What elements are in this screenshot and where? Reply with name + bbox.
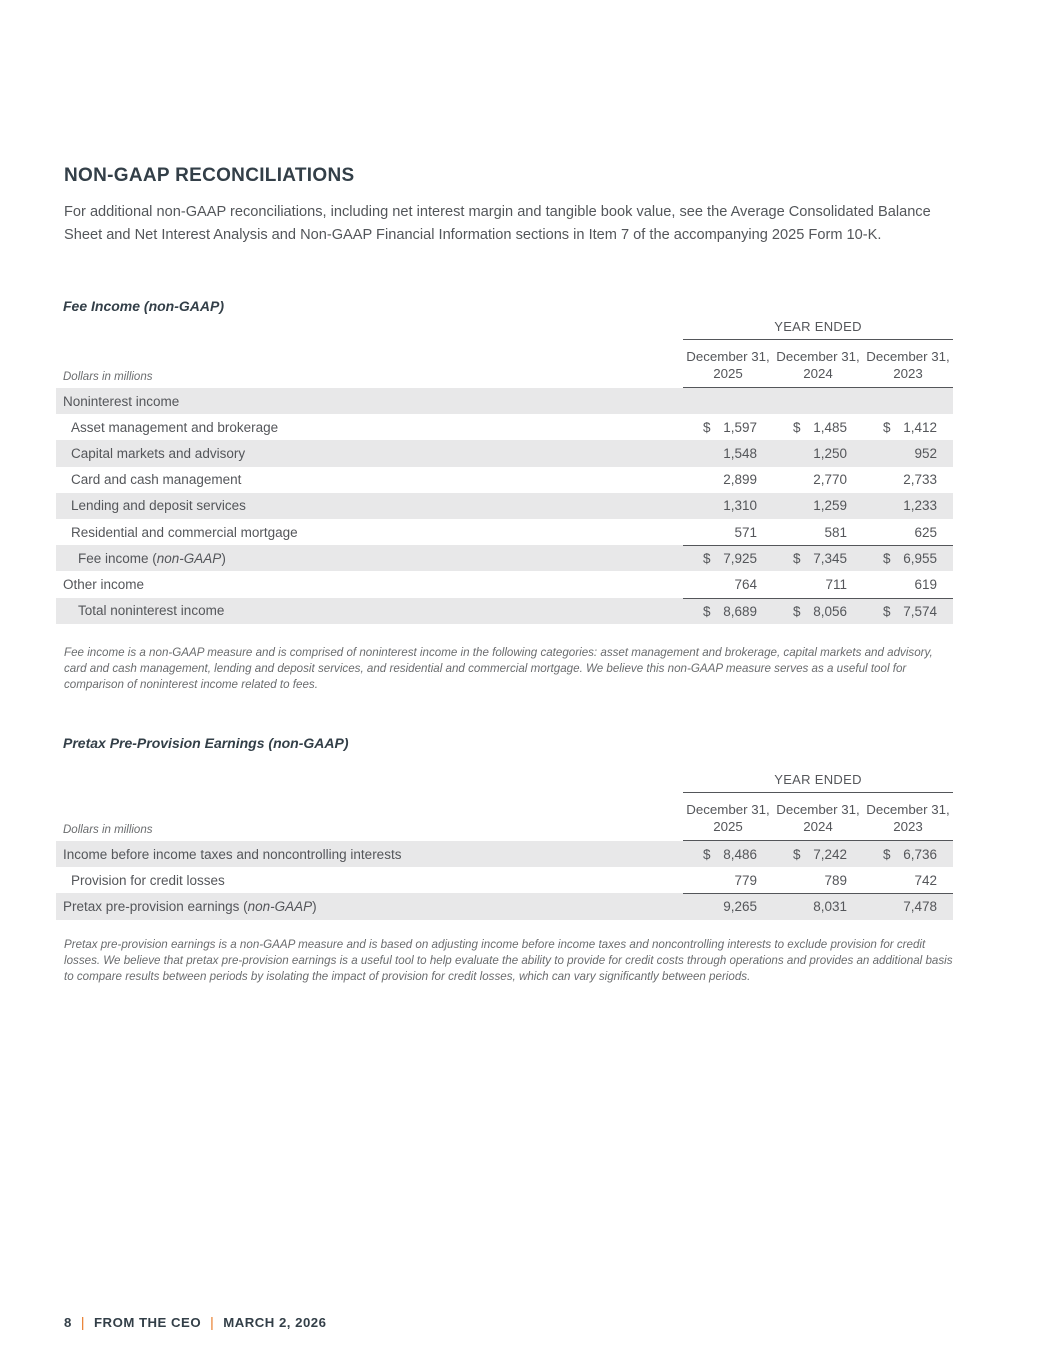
row-values xyxy=(683,867,953,893)
cell-value: 2,899 xyxy=(723,472,757,488)
currency-symbol: $ xyxy=(793,846,801,862)
cell-value: 1,485 xyxy=(813,419,847,435)
cell-value: 711 xyxy=(825,576,847,592)
table-row-total xyxy=(56,893,953,919)
cell-value: 7,925 xyxy=(723,551,757,567)
value-cell xyxy=(773,894,863,919)
row-label-text: Pretax pre-provision earnings ( xyxy=(63,898,248,914)
column-header-2025 xyxy=(683,801,773,835)
cell-value: 1,310 xyxy=(723,498,757,514)
row-label: Asset management and brokerage xyxy=(71,419,279,435)
row-values xyxy=(683,388,953,414)
value-cell xyxy=(683,414,773,440)
value-cell xyxy=(683,894,773,919)
row-values xyxy=(683,841,953,867)
table-row-total xyxy=(56,598,953,624)
row-label: Lending and deposit services xyxy=(71,498,246,514)
intro-paragraph: For additional non-GAAP reconciliations, including net interest margin and tangible book value, see the Average Consolidated Balance Sheet and Net Interest Analysis and Non-GAAP Financial Information sections in Item 7 of the accompanying 2025 Form 10-K. xyxy=(64,204,931,243)
row-label: Card and cash management xyxy=(71,472,242,488)
column-header-line2: 2025 xyxy=(713,366,743,381)
year-ended-label: YEAR ENDED xyxy=(683,772,953,793)
row-label: Capital markets and advisory xyxy=(71,445,246,461)
fee-income-table-body xyxy=(56,388,953,624)
value-cell xyxy=(683,571,773,597)
column-header-line2: 2024 xyxy=(803,366,833,381)
cell-value: 7,574 xyxy=(903,603,937,619)
cell-value: 6,736 xyxy=(903,846,937,862)
cell-value: 2,733 xyxy=(903,472,937,488)
cell-value: 8,056 xyxy=(813,603,847,619)
currency-symbol: $ xyxy=(793,551,801,567)
table-row xyxy=(56,841,953,867)
value-cell xyxy=(863,571,953,597)
fee-income-table-title: Fee Income (non-GAAP) xyxy=(63,298,225,314)
units-label: Dollars in millions xyxy=(63,824,153,836)
currency-symbol: $ xyxy=(703,603,711,619)
cell-value: 8,031 xyxy=(813,899,847,915)
value-cell xyxy=(863,546,953,571)
table-row xyxy=(56,571,953,597)
currency-symbol: $ xyxy=(793,419,801,435)
fee-income-footnote: Fee income is a non-GAAP measure and is comprised of noninterest income in the following categories: asset management and brokerage, capital markets and advisory, card and cash management, lending and deposit services, and residential and commercial mortgage. We believe this non-GAAP measure serves as a useful tool for comparison of noninterest income related to fees. xyxy=(64,646,933,691)
units-label: Dollars in millions xyxy=(63,371,153,383)
value-cell xyxy=(773,440,863,466)
pretax-earnings-table-body xyxy=(56,841,953,920)
value-cell xyxy=(683,519,773,545)
year-ended-group xyxy=(683,319,953,388)
value-cell xyxy=(863,894,953,919)
value-cell xyxy=(863,599,953,624)
cell-value: 952 xyxy=(914,445,937,461)
cell-value: 8,486 xyxy=(723,846,757,862)
cell-value: 789 xyxy=(824,872,847,888)
column-header-2025 xyxy=(683,348,773,382)
row-label: Total noninterest income xyxy=(78,603,225,619)
cell-value: 9,265 xyxy=(723,899,757,915)
row-label: Provision for credit losses xyxy=(71,872,225,888)
column-header-line1: December 31, xyxy=(686,802,770,817)
footer-separator: | xyxy=(210,1314,215,1330)
cell-value: 7,478 xyxy=(903,899,937,915)
column-header-line2: 2023 xyxy=(893,819,923,834)
row-values xyxy=(683,571,953,597)
value-cell xyxy=(773,546,863,571)
table-row xyxy=(56,440,953,466)
row-values xyxy=(683,414,953,440)
value-cell xyxy=(683,467,773,493)
year-ended-label: YEAR ENDED xyxy=(683,319,953,340)
row-label xyxy=(56,893,683,919)
value-cell xyxy=(773,841,863,867)
pretax-earnings-footnote: Pretax pre-provision earnings is a non-GAAP measure and is based on adjusting income before income taxes and noncontrolling interests to exclude provision for credit losses. We believe that pretax pre-provision earnings is a useful tool to help evaluate the ability to provide for credit costs through operations and provides an additional basis to compare results between periods by isolating the impact of provision for credit losses, which can vary significantly between periods. xyxy=(64,938,953,983)
page-number: 8 xyxy=(64,1314,72,1330)
row-values xyxy=(683,545,953,571)
row-values xyxy=(683,493,953,519)
column-header-line1: December 31, xyxy=(776,349,860,364)
value-cell xyxy=(863,519,953,545)
row-label: Residential and commercial mortgage xyxy=(71,524,298,540)
row-values xyxy=(683,440,953,466)
fee-income-table xyxy=(56,298,953,624)
column-header-2024 xyxy=(773,801,863,835)
value-cell xyxy=(773,519,863,545)
cell-value: 7,345 xyxy=(813,551,847,567)
pretax-earnings-table-title: Pretax Pre-Provision Earnings (non-GAAP) xyxy=(63,735,349,751)
value-cell xyxy=(683,493,773,519)
cell-value: 1,597 xyxy=(723,419,757,435)
value-cell xyxy=(773,414,863,440)
value-cell xyxy=(773,493,863,519)
value-cell xyxy=(683,867,773,893)
value-cell xyxy=(773,599,863,624)
value-cell xyxy=(683,388,773,414)
value-cell xyxy=(863,388,953,414)
column-header-2023 xyxy=(863,801,953,835)
row-label: Other income xyxy=(63,576,145,592)
column-header-line2: 2025 xyxy=(713,819,743,834)
cell-value: 1,259 xyxy=(813,498,847,514)
cell-value: 571 xyxy=(734,524,757,540)
table-row xyxy=(56,493,953,519)
value-cell xyxy=(863,467,953,493)
footer-section-label: FROM THE CEO xyxy=(93,1314,202,1330)
cell-value: 7,242 xyxy=(813,846,847,862)
value-cell xyxy=(683,841,773,867)
value-cell xyxy=(863,440,953,466)
table-row xyxy=(56,867,953,893)
currency-symbol: $ xyxy=(703,846,711,862)
column-header-2024 xyxy=(773,348,863,382)
row-label-italic: non-GAAP xyxy=(156,550,222,566)
value-cell xyxy=(863,414,953,440)
row-label-text: ) xyxy=(221,550,226,566)
currency-symbol: $ xyxy=(883,846,891,862)
page-title: NON-GAAP RECONCILIATIONS xyxy=(64,165,355,186)
cell-value: 1,548 xyxy=(723,445,757,461)
value-cell xyxy=(863,867,953,893)
pretax-earnings-table xyxy=(56,735,953,920)
column-header-line2: 2024 xyxy=(803,819,833,834)
table-row xyxy=(56,414,953,440)
value-cell xyxy=(773,467,863,493)
row-label-text: ) xyxy=(312,898,317,914)
value-cell xyxy=(683,440,773,466)
column-headers xyxy=(683,340,953,388)
column-header-2023 xyxy=(863,348,953,382)
row-values xyxy=(683,893,953,919)
currency-symbol: $ xyxy=(703,419,711,435)
table-row xyxy=(56,388,953,414)
currency-symbol: $ xyxy=(883,551,891,567)
cell-value: 581 xyxy=(824,524,847,540)
footer-date: MARCH 2, 2026 xyxy=(223,1314,327,1330)
table-row xyxy=(56,519,953,545)
footer-separator: | xyxy=(80,1314,85,1330)
value-cell xyxy=(683,546,773,571)
currency-symbol: $ xyxy=(793,603,801,619)
cell-value: 764 xyxy=(734,576,757,592)
row-label: Income before income taxes and noncontrolling interests xyxy=(63,846,402,862)
cell-value: 8,689 xyxy=(723,603,757,619)
value-cell xyxy=(863,841,953,867)
value-cell xyxy=(683,599,773,624)
row-values xyxy=(683,598,953,624)
value-cell xyxy=(773,867,863,893)
cell-value: 1,233 xyxy=(903,498,937,514)
column-header-line2: 2023 xyxy=(893,366,923,381)
column-header-line1: December 31, xyxy=(866,802,950,817)
cell-value: 742 xyxy=(914,872,937,888)
fee-income-table-header xyxy=(56,319,953,388)
year-ended-group xyxy=(683,772,953,841)
currency-symbol: $ xyxy=(703,551,711,567)
cell-value: 779 xyxy=(734,872,757,888)
row-label-italic: non-GAAP xyxy=(247,898,313,914)
cell-value: 625 xyxy=(914,524,937,540)
table-row xyxy=(56,467,953,493)
currency-symbol: $ xyxy=(883,419,891,435)
column-header-line1: December 31, xyxy=(776,802,860,817)
cell-value: 1,250 xyxy=(813,445,847,461)
cell-value: 619 xyxy=(914,576,937,592)
row-label-text: Fee income ( xyxy=(78,550,157,566)
value-cell xyxy=(863,493,953,519)
column-header-line1: December 31, xyxy=(686,349,770,364)
column-headers xyxy=(683,793,953,841)
value-cell xyxy=(773,571,863,597)
cell-value: 6,955 xyxy=(903,551,937,567)
row-values xyxy=(683,467,953,493)
row-values xyxy=(683,519,953,545)
row-label: Noninterest income xyxy=(63,393,180,409)
cell-value: 1,412 xyxy=(903,419,937,435)
table-row-subtotal xyxy=(56,545,953,571)
page-footer xyxy=(64,1314,326,1330)
cell-value: 2,770 xyxy=(813,472,847,488)
currency-symbol: $ xyxy=(883,603,891,619)
column-header-line1: December 31, xyxy=(866,349,950,364)
row-label xyxy=(56,545,683,571)
pretax-earnings-table-header xyxy=(56,772,953,841)
value-cell xyxy=(773,388,863,414)
